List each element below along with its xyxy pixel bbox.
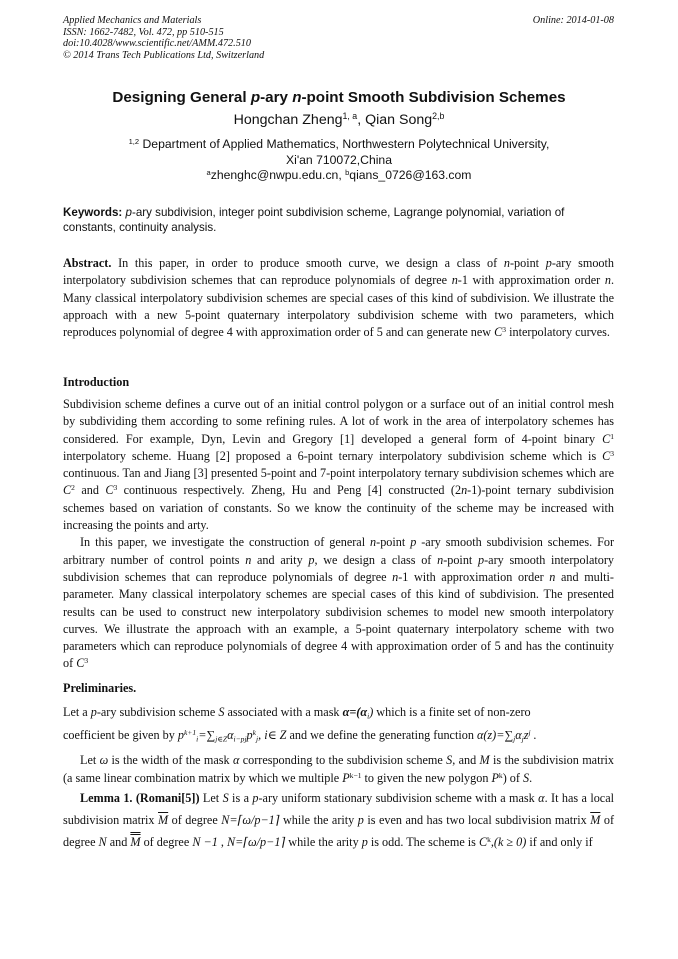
math-var: n (451, 273, 458, 288)
journal-name: Applied Mechanics and Materials (63, 15, 202, 26)
preliminaries-body (63, 703, 614, 853)
title-text: Designing General (112, 89, 251, 106)
body-text: coefficient be given by (63, 728, 178, 742)
math-sup: k (487, 834, 491, 844)
body-text: if and only if (526, 835, 593, 849)
mask-formula (343, 705, 374, 719)
paper-title (0, 89, 678, 106)
math-sup: 3 (113, 483, 118, 493)
math-var: n (503, 256, 510, 270)
math-text: α (227, 728, 234, 742)
body-text: -1 with approximation order (398, 569, 550, 584)
math-var: n (392, 569, 399, 584)
body-text: while the arity (279, 813, 358, 827)
body-text: continuous. Tan and Jiang [3] presented 5-point and 7-point interpolatory ternary subdivision schemes which are (63, 466, 614, 481)
math-sup: j (528, 727, 531, 737)
affiliation (0, 137, 678, 184)
abstract-text: interpolatory curves. (506, 325, 610, 340)
math-text: =∑ (198, 728, 216, 742)
introduction-body (63, 396, 614, 673)
paragraph (63, 703, 614, 722)
paragraph (63, 534, 614, 672)
math-var: $\overline{M}$ (590, 813, 601, 827)
math-var: C (602, 448, 611, 463)
math-var: N (98, 835, 107, 849)
math-sub: j (513, 734, 516, 744)
math-var: P (342, 770, 350, 785)
abstract-text: In this paper, in order to produce smooth curve, we design a class of (111, 256, 504, 270)
math-var: n (437, 552, 444, 567)
email-link[interactable]: qians_0726@163.com (349, 168, 472, 182)
body-text: is a (228, 791, 253, 805)
math-var: p (410, 535, 417, 550)
math-sub: i (196, 734, 199, 744)
math-var: p (545, 256, 552, 270)
body-text: . It has a local subdivision matrix (63, 791, 614, 827)
paragraph (63, 787, 614, 853)
math-var: α (232, 753, 240, 767)
body-text: ) of (502, 770, 524, 785)
math-var: C (494, 325, 503, 340)
math-sub: i−pj (233, 734, 247, 744)
affiliation-text: Department of Applied Mathematics, Northwestern Polytechnical University, (139, 137, 550, 151)
body-text: -1)-point ternary subdivision schemes based on variation of constants. So we know the continuity of the scheme may be increased with increasing the points and arty. (63, 483, 614, 533)
abstract-text: -1 with approximation order (457, 273, 605, 288)
body-text: -point (376, 535, 411, 550)
math-var: ω (99, 753, 109, 767)
paragraph (63, 396, 614, 534)
author-name: Hongchan Zheng (233, 112, 343, 128)
body-text: continuous respectively. Zheng, Hu and Peng [4] constructed (2 (117, 483, 462, 498)
body-text: is the width of the mask (108, 753, 233, 767)
math-text: , i∈ Z (258, 728, 287, 742)
generating-function (477, 722, 537, 748)
math-var: C (105, 483, 114, 498)
body-text: interpolatory scheme. Huang [2] proposed a 6-point ternary interpolatory subdivision scheme which is (63, 448, 603, 463)
body-text: which is a finite set of non-zero (373, 705, 531, 719)
body-text: and (106, 835, 131, 849)
math-sup: 3 (502, 325, 507, 335)
math-text: . (530, 728, 537, 742)
math-var: M (130, 835, 141, 849)
math-text: α(z)=∑ (476, 728, 514, 742)
affiliation-line: Xi'an 710072,China (285, 152, 392, 167)
body-text: -point (443, 552, 479, 567)
math-var: n (604, 273, 611, 288)
math-sup: 1 (610, 431, 614, 441)
body-text: of degree (168, 813, 222, 827)
math-var: p (125, 206, 132, 219)
math-text: p (246, 728, 253, 742)
body-text: is odd. The scheme is (367, 835, 479, 849)
math-var: n (461, 483, 468, 498)
math-sup: k (252, 727, 256, 737)
math-sub: i (367, 711, 370, 721)
math-var: P (491, 770, 499, 785)
math-text: α (515, 728, 522, 742)
copyright-line: © 2014 Trans Tech Publications Ltd, Switzerland (63, 49, 265, 61)
keywords-text: -ary subdivision, integer point subdivision scheme, Lagrange polynomial, variation of constants, continuity analysis. (63, 206, 565, 234)
math-var: C (602, 431, 611, 446)
body-text: and we define the generating function (286, 728, 477, 742)
title-n: n (292, 89, 302, 106)
author-sup: 1, a (342, 111, 358, 122)
body-text: to given the new polygon (361, 770, 492, 785)
math-sub: j (256, 734, 259, 744)
email-sup: b (345, 167, 350, 177)
body-text: . (529, 770, 533, 785)
body-text: associated with a mask (224, 705, 343, 719)
body-text: , (217, 835, 227, 849)
math-var: S (222, 791, 229, 805)
title-text: -point Smooth Subdivision Schemes (301, 89, 566, 106)
body-text: Let a (63, 705, 91, 719)
math-expr: ,(k ≥ 0) (490, 835, 527, 849)
affiliation-line (0, 137, 678, 153)
math-var: C (478, 835, 488, 849)
body-text: Let (199, 791, 223, 805)
affiliation-sup: 1,2 (128, 136, 140, 146)
body-text: and arity (251, 552, 309, 567)
math-var: p (90, 705, 97, 719)
math-var: p (252, 791, 259, 805)
abstract-text: -ary smooth interpolatory subdivision schemes that can reproduce polynomials of degree (63, 256, 614, 288)
math-text: p (177, 728, 184, 742)
body-text: while the arity (285, 835, 362, 849)
math-var: p (308, 552, 315, 567)
body-text: , we design a class of (314, 552, 438, 567)
body-text: Subdivision scheme defines a curve out of an initial control polygon or a surface out of an initial control mesh by subdividing them according to some refining rules. A lot of work in the area of interpolatory schemes has considered. For example, Dyn, Levin and Gregory [1] developed a general form of 4-point binary (63, 397, 614, 446)
body-text: -ary smooth interpolatory subdivision schemes that can reproduce polynomials of degree (63, 552, 614, 584)
paragraph (63, 722, 614, 748)
body-text: -ary smooth subdivision schemes. For arbitrary number of control points (63, 535, 614, 567)
body-text: -ary uniform stationary subdivision scheme with a mask (258, 791, 539, 805)
journal-header (63, 15, 264, 61)
body-text: corresponding to the subdivision scheme (239, 753, 447, 767)
abstract (63, 255, 614, 341)
math-var: $\overline{M}$ (158, 813, 169, 827)
body-text: -ary subdivision scheme (96, 705, 219, 719)
author-sep: , (357, 112, 366, 128)
math-expr: N −1 (192, 835, 218, 849)
math-var: C (63, 483, 72, 498)
lemma-label: Lemma 1. (Romani[5]) (80, 791, 200, 805)
body-text: of degree (63, 813, 614, 849)
math-var: n (370, 535, 377, 550)
abstract-label: Abstract. (63, 256, 112, 270)
math-text: ) (369, 705, 374, 719)
math-var: S (523, 770, 530, 785)
math-sup: 3 (610, 448, 614, 458)
math-text: z (523, 728, 529, 742)
body-text: , and (452, 753, 480, 767)
math-sup: k+1 (183, 727, 197, 737)
body-text: is even and has two local subdivision matrix (363, 813, 591, 827)
body-text: Let (80, 753, 100, 767)
math-sup: 2 (71, 483, 75, 493)
math-var: n (549, 569, 556, 584)
refinement-formula (178, 722, 287, 748)
email-line (0, 168, 678, 184)
math-sup: k (498, 770, 503, 780)
section-heading-preliminaries: Preliminaries. (63, 681, 137, 695)
math-var: S (218, 705, 225, 719)
abstract-text: . Many classical interpolatory subdivision schemes are special cases of this kind of subdivision. We illustrate the approach with a new 5-point quaternary interpolatory subdivision scheme with two parameters, which reproduces polynomial of degree 4 with approximation order of 5 and can generate new (63, 273, 614, 340)
math-var: C (76, 656, 85, 671)
body-text: In this paper, we investigate the construction of general (80, 535, 371, 550)
online-date: Online: 2014-01-08 (532, 15, 614, 26)
section-heading-introduction: Introduction (63, 375, 130, 389)
body-text: is the subdivision matrix (a same linear combination matrix by which we multiple (63, 753, 615, 785)
email-sup: a (206, 167, 211, 177)
title-p: p (250, 89, 261, 106)
paragraph (63, 752, 614, 787)
body-text: and (74, 483, 106, 498)
email-link[interactable]: zhenghc@nwpu.edu.cn, (210, 168, 346, 182)
math-sup: 3 (84, 656, 89, 666)
body-text: and multi-parameter. Many classical interpolatory schemes are special cases of this kind of subdivision. The presented results can be used to construct new interpolatory subdivision schemes to model new smooth interpolatory curves. We illustrate the approach with an example, a 5-point quaternary interpolatory scheme with two parameters which can reproduce polynomials of degree 4 with approximation order of 5 and has the continuity of (63, 569, 614, 671)
math-var: α (538, 791, 545, 805)
math-expr: N=⌈ω/p−1⌉ (226, 835, 286, 849)
math-var: M (479, 753, 490, 767)
math-expr: N=⌈ω/p−1⌉ (221, 813, 280, 827)
math-sub: j (521, 734, 524, 744)
math-var: S (446, 753, 453, 767)
keywords (63, 206, 614, 235)
keywords-label: Keywords: (63, 206, 123, 219)
abstract-text: -point (509, 256, 546, 270)
author-list (0, 112, 678, 128)
math-var: p (357, 813, 364, 827)
math-var: p (361, 835, 368, 849)
author-name: Qian Song (365, 112, 433, 128)
doi-line: doi:10.4028/www.scientific.net/AMM.472.510 (63, 38, 251, 50)
math-var: n (245, 552, 252, 567)
issn-line: ISSN: 1662-7482, Vol. 472, pp 510-515 (63, 26, 224, 38)
math-sup: k−1 (349, 770, 362, 780)
body-text: of degree (140, 835, 193, 849)
mask-symbol: α=(α (342, 705, 368, 719)
math-var: p (478, 552, 485, 567)
math-sub: j∈Z (215, 734, 228, 744)
title-text: -ary (260, 89, 293, 106)
author-sup: 2,b (432, 111, 445, 122)
